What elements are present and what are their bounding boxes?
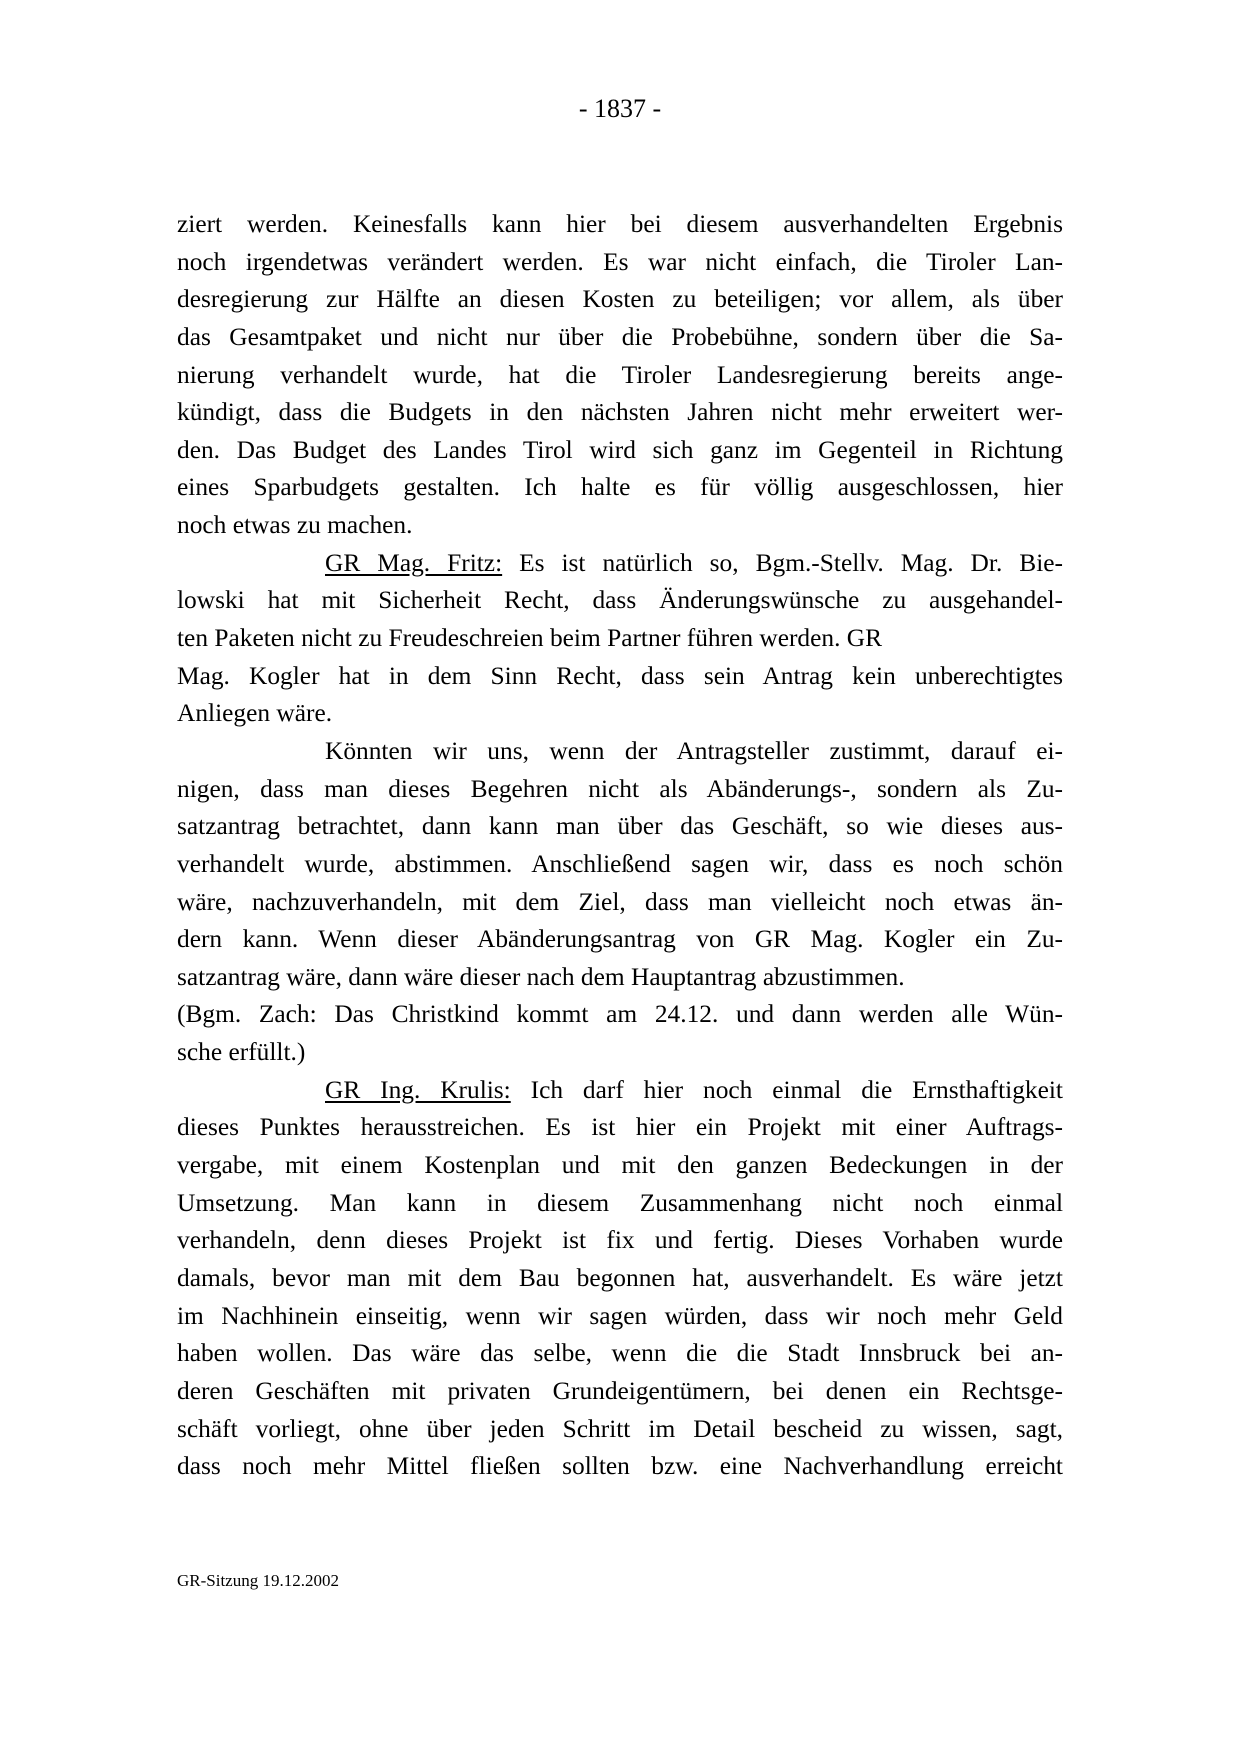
text-line: [177, 1147, 1063, 1185]
line-text: Anliegen wäre.: [177, 699, 333, 728]
speaker-name: GR Mag. Fritz:: [325, 548, 503, 577]
text-line: [177, 1109, 1063, 1147]
text-line: [177, 1185, 1063, 1223]
text-line: [177, 1260, 1063, 1298]
text-line: [177, 1448, 1063, 1486]
line-text: ziert werden. Keinesfalls kann hier bei diesem ausverhandelten Ergebnis: [177, 210, 1063, 238]
line-text: noch etwas zu machen.: [177, 511, 413, 540]
line-text: nigen, dass man dieses Begehren nicht als Abänderungs-, sondern als Zu-: [177, 774, 1063, 803]
text-line: [177, 545, 1063, 583]
line-text: haben wollen. Das wäre das selbe, wenn die die Stadt Innsbruck bei an-: [177, 1339, 1063, 1368]
text-line: [177, 1335, 1063, 1373]
page-number: - 1837 -: [578, 94, 662, 123]
line-text: satzantrag wäre, dann wäre dieser nach dem Hauptantrag abzustimmen.: [177, 962, 905, 991]
text-line: [177, 695, 1063, 733]
text-line: [177, 959, 1063, 997]
text-line: [177, 319, 1063, 357]
line-text: desregierung zur Hälfte an diesen Kosten zu beteiligen; vor allem, als über: [177, 285, 1063, 314]
line-text: Umsetzung. Man kann in diesem Zusammenhang nicht noch einmal: [177, 1188, 1063, 1217]
line-text: eines Sparbudgets gestalten. Ich halte es für völlig ausgeschlossen, hier: [177, 473, 1063, 502]
line-text: nierung verhandelt wurde, hat die Tiroler Landesregierung bereits ange-: [177, 360, 1063, 389]
line-text: wäre, nachzuverhandeln, mit dem Ziel, dass man vielleicht noch etwas än-: [177, 887, 1063, 916]
line-text: dieses Punktes herausstreichen. Es ist hier ein Projekt mit einer Auftrags-: [177, 1113, 1063, 1142]
line-text: verhandeln, denn dieses Projekt ist fix und fertig. Dieses Vorhaben wurde: [177, 1226, 1063, 1255]
line-text: satzantrag betrachtet, dann kann man über das Geschäft, so wie dieses aus-: [177, 812, 1063, 841]
line-text: Es ist natürlich so, Bgm.-Stellv. Mag. Dr. Bie-: [502, 548, 1063, 577]
text-line: [177, 771, 1063, 809]
text-line: [177, 921, 1063, 959]
speaker-name: GR Ing. Krulis:: [325, 1075, 511, 1104]
text-line: [177, 658, 1063, 696]
text-line: [177, 469, 1063, 507]
text-line: [177, 1411, 1063, 1449]
line-text: Könnten wir uns, wenn der Antragsteller zustimmt, darauf ei-: [325, 736, 1063, 765]
line-text: lowski hat mit Sicherheit Recht, dass Änderungswünsche zu ausgehandel-: [177, 586, 1063, 615]
text-line: [177, 1222, 1063, 1260]
line-text: ten Paketen nicht zu Freudeschreien beim Partner führen werden. GR: [177, 624, 883, 653]
line-text: kündigt, dass die Budgets in den nächsten Jahren nicht mehr erweitert wer-: [177, 398, 1063, 427]
text-line: [177, 507, 1063, 545]
line-text: Ich darf hier noch einmal die Ernsthaftigkeit: [510, 1075, 1063, 1104]
text-line: [177, 432, 1063, 470]
line-text: den. Das Budget des Landes Tirol wird sich ganz im Gegenteil in Richtung: [177, 435, 1063, 464]
text-line: [177, 996, 1063, 1034]
line-text: deren Geschäften mit privaten Grundeigentümern, bei denen ein Rechtsge-: [177, 1376, 1063, 1405]
line-text: Mag. Kogler hat in dem Sinn Recht, dass sein Antrag kein unberechtigtes: [177, 661, 1063, 690]
text-line: [177, 1072, 1063, 1110]
text-line: [177, 846, 1063, 884]
text-line: [177, 1034, 1063, 1072]
text-line: [177, 1373, 1063, 1411]
text-line: [177, 582, 1063, 620]
line-text: (Bgm. Zach: Das Christkind kommt am 24.12. und dann werden alle Wün-: [177, 1000, 1063, 1029]
line-text: verhandelt wurde, abstimmen. Anschließend sagen wir, dass es noch schön: [177, 849, 1063, 878]
line-text: im Nachhinein einseitig, wenn wir sagen würden, dass wir noch mehr Geld: [177, 1301, 1063, 1330]
text-line: [177, 206, 1063, 244]
text-line: [177, 281, 1063, 319]
text-line: [177, 808, 1063, 846]
text-line: [177, 1298, 1063, 1336]
text-line: [177, 733, 1063, 771]
line-text: das Gesamtpaket und nicht nur über die Probebühne, sondern über die Sa-: [177, 322, 1063, 351]
footer-session-date: GR-Sitzung 19.12.2002: [177, 1571, 339, 1590]
line-text: schäft vorliegt, ohne über jeden Schritt im Detail bescheid zu wissen, sagt,: [177, 1414, 1063, 1443]
text-line: [177, 884, 1063, 922]
line-text: noch irgendetwas verändert werden. Es war nicht einfach, die Tiroler Lan-: [177, 247, 1063, 276]
line-text: damals, bevor man mit dem Bau begonnen hat, ausverhandelt. Es wäre jetzt: [177, 1263, 1063, 1292]
transcript-body: [177, 206, 1063, 1486]
text-line: [177, 620, 1063, 658]
text-line: [177, 244, 1063, 282]
line-text: dern kann. Wenn dieser Abänderungsantrag von GR Mag. Kogler ein Zu-: [177, 925, 1063, 954]
line-text: vergabe, mit einem Kostenplan und mit den ganzen Bedeckungen in der: [177, 1151, 1063, 1180]
line-text: sche erfüllt.): [177, 1038, 306, 1067]
text-line: [177, 357, 1063, 395]
line-text: dass noch mehr Mittel fließen sollten bzw. eine Nachverhandlung erreicht: [177, 1452, 1063, 1481]
text-line: [177, 394, 1063, 432]
